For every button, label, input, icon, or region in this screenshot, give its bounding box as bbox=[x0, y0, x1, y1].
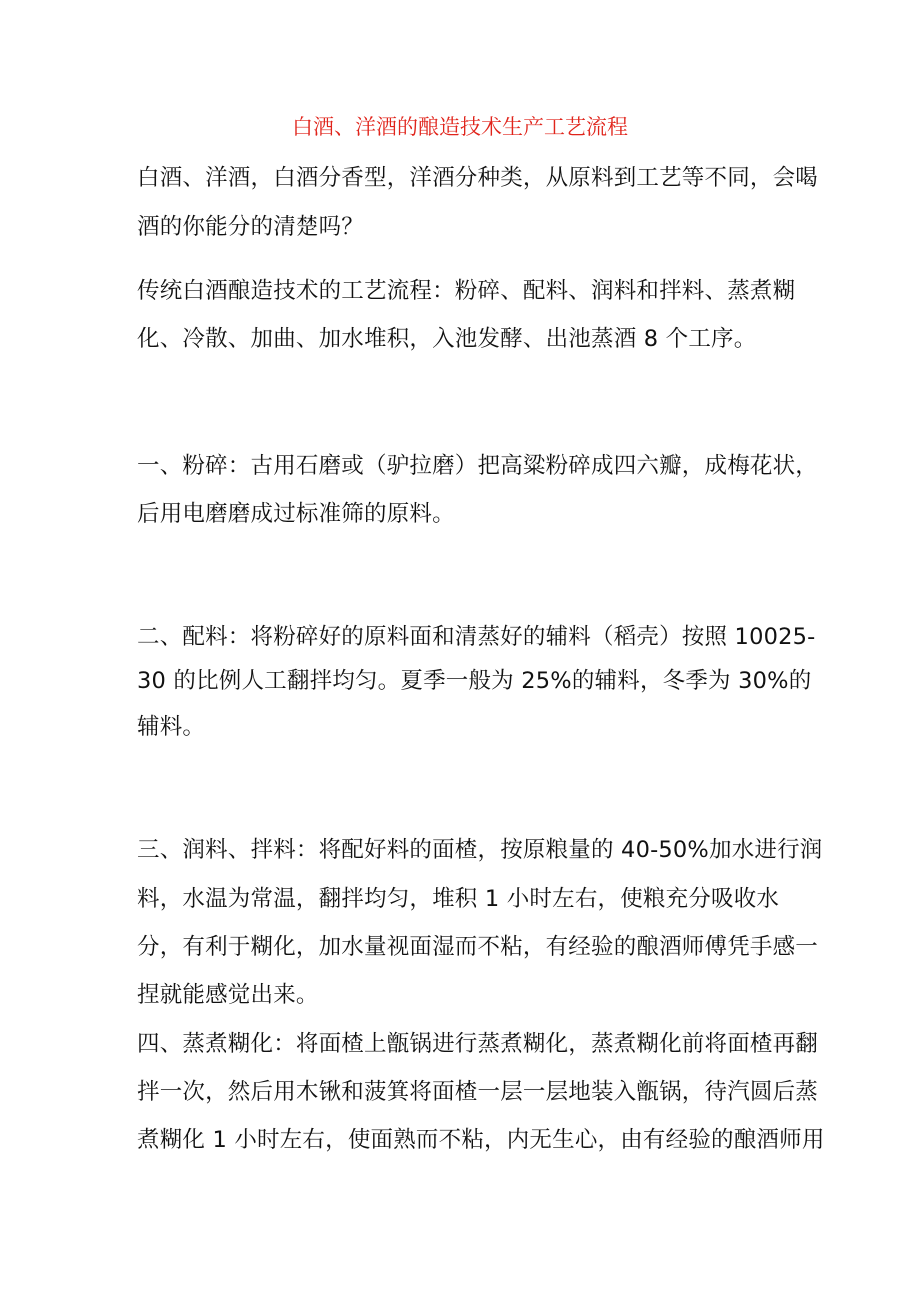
document-title: 白酒、洋酒的酿造技术生产工艺流程 bbox=[292, 115, 628, 139]
paragraph-line: 白酒、洋酒，白酒分香型，洋酒分种类，从原料到工艺等不同，会喝 bbox=[137, 165, 819, 191]
paragraph-line: 酒的你能分的清楚吗？ bbox=[137, 214, 365, 240]
paragraph-line: 煮糊化 1 小时左右，使面熟而不粘，内无生心，由有经验的酿酒师用 bbox=[137, 1127, 825, 1153]
paragraph-line: 辅料。 bbox=[137, 714, 206, 740]
paragraph-line: 三、润料、拌料：将配好料的面楂，按原粮量的 40-50%加水进行润 bbox=[137, 837, 823, 863]
paragraph-line: 料，水温为常温，翻拌均匀，堆积 1 小时左右，使粮充分吸收水 bbox=[137, 886, 780, 912]
paragraph-line: 拌一次，然后用木锹和菠箕将面楂一层一层地装入甑锅，待汽圆后蒸 bbox=[137, 1079, 819, 1105]
paragraph-line: 捏就能感觉出来。 bbox=[137, 982, 319, 1008]
paragraph-line: 分，有利于糊化，加水量视面湿而不粘，有经验的酿酒师傅凭手感一 bbox=[137, 934, 819, 960]
paragraph-line: 一、粉碎：古用石磨或（驴拉磨）把高粱粉碎成四六瓣，成梅花状， bbox=[137, 453, 819, 479]
paragraph-line: 后用电磨磨成过标准筛的原料。 bbox=[137, 501, 455, 527]
paragraph-line: 四、蒸煮糊化：将面楂上甑锅进行蒸煮糊化，蒸煮糊化前将面楂再翻 bbox=[137, 1031, 819, 1057]
paragraph-line: 二、配料：将粉碎好的原料面和清蒸好的辅料（稻壳）按照 10025- bbox=[137, 624, 816, 650]
paragraph-line: 化、冷散、加曲、加水堆积，入池发酵、出池蒸酒 8 个工序。 bbox=[137, 326, 757, 352]
paragraph-line: 传统白酒酿造技术的工艺流程：粉碎、配料、润料和拌料、蒸煮糊 bbox=[137, 278, 796, 304]
paragraph-line: 30 的比例人工翻拌均匀。夏季一般为 25%的辅料，冬季为 30%的 bbox=[137, 668, 812, 694]
